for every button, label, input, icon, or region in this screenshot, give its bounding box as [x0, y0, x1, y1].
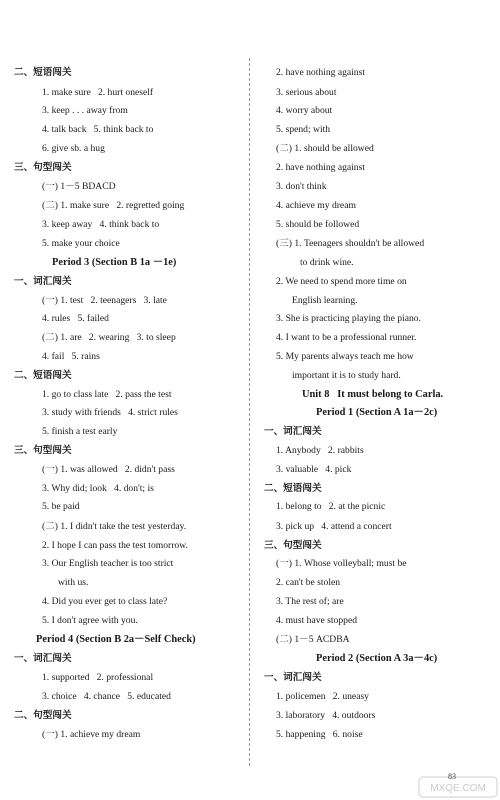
left-line-14: 4. rules 5. failed: [42, 313, 109, 324]
left-line-31: Period 4 (Section B 2a－Self Check): [36, 634, 196, 645]
left-line-1: 二、短语闯关: [14, 67, 72, 78]
left-line-6: 三、句型闯关: [14, 162, 72, 173]
left-line-36: (一) 1. achieve my dream: [42, 729, 141, 740]
right-line-23: 二、短语闯关: [264, 483, 322, 494]
left-line-23: 3. Why did; look 4. don't; is: [42, 483, 154, 494]
right-line-36: 5. happening 6. noise: [276, 729, 363, 740]
right-line-4: 5. spend; with: [276, 124, 331, 135]
right-line-33: 一、词汇闯关: [264, 672, 322, 683]
right-line-16: 5. My parents always teach me how: [276, 351, 414, 362]
right-line-7: 3. don't think: [276, 181, 327, 192]
right-line-30: 4. must have stopped: [276, 615, 358, 626]
left-line-29: 4. Did you ever get to class late?: [42, 596, 168, 607]
right-line-28: 2. can't be stolen: [276, 577, 341, 588]
right-line-19: Period 1 (Section A 1a－2c): [316, 407, 438, 418]
right-line-27: (一) 1. Whose volleyball; must be: [276, 558, 407, 569]
left-line-5: 6. give sb. a hug: [42, 143, 105, 154]
right-line-6: 2. have nothing against: [276, 162, 365, 173]
left-line-13: (一) 1. test 2. teenagers 3. late: [42, 295, 167, 306]
left-line-34: 3. choice 4. chance 5. educated: [42, 691, 171, 702]
left-line-20: 5. finish a test early: [42, 426, 118, 437]
watermark-logo: [418, 776, 498, 798]
right-line-24: 1. belong to 2. at the picnic: [276, 501, 386, 512]
right-line-32: Period 2 (Section A 3a－4c): [316, 653, 438, 664]
right-line-15: 4. I want to be a professional runner.: [276, 332, 417, 343]
right-line-2: 3. serious about: [276, 87, 337, 98]
right-line-14: 3. She is practicing playing the piano.: [276, 313, 421, 324]
left-line-32: 一、词汇闯关: [14, 653, 72, 664]
left-line-12: 一、词汇闯关: [14, 276, 72, 287]
left-line-19: 3. study with friends 4. strict rules: [42, 407, 178, 418]
left-line-11: Period 3 (Section B 1a －1e): [52, 257, 177, 268]
column-divider: [249, 58, 250, 766]
right-line-12: 2. We need to spend more time on: [276, 276, 407, 287]
right-line-29: 3. The rest of; are: [276, 596, 344, 607]
left-line-30: 5. I don't agree with you.: [42, 615, 138, 626]
left-line-15: (二) 1. are 2. wearing 3. to sleep: [42, 332, 176, 343]
right-line-10: (三) 1. Teenagers shouldn't be allowed: [276, 238, 425, 249]
right-line-8: 4. achieve my dream: [276, 200, 356, 211]
left-line-35: 二、句型闯关: [14, 710, 72, 721]
right-line-13: English learning.: [292, 295, 358, 306]
left-line-22: (一) 1. was allowed 2. didn't pass: [42, 464, 175, 475]
left-line-10: 5. make your choice: [42, 238, 120, 249]
right-line-17: important it is to study hard.: [292, 370, 401, 381]
left-line-24: 5. be paid: [42, 501, 80, 512]
right-line-35: 3. laboratory 4. outdoors: [276, 710, 376, 721]
right-line-22: 3. valuable 4. pick: [276, 464, 352, 475]
right-line-26: 三、句型闯关: [264, 540, 322, 551]
left-line-4: 4. talk back 5. think back to: [42, 124, 154, 135]
left-line-18: 1. go to class late 2. pass the test: [42, 389, 172, 400]
right-line-21: 1. Anybody 2. rabbits: [276, 445, 364, 456]
right-line-1: 2. have nothing against: [276, 67, 365, 78]
left-line-16: 4. fail 5. rains: [42, 351, 100, 362]
page-number: 83: [448, 772, 456, 781]
left-line-7: (一) 1－5 BDACD: [42, 181, 116, 192]
right-line-18: Unit 8 It must belong to Carla.: [302, 389, 444, 400]
left-line-26: 2. I hope I can pass the test tomorrow.: [42, 540, 188, 551]
left-line-8: (二) 1. make sure 2. regretted going: [42, 200, 185, 211]
left-line-3: 3. keep . . . away from: [42, 105, 128, 116]
left-line-25: (二) 1. I didn't take the test yesterday.: [42, 521, 187, 532]
right-line-34: 1. policemen 2. uneasy: [276, 691, 369, 702]
left-line-2: 1. make sure 2. hurt oneself: [42, 87, 154, 98]
left-line-17: 二、短语闯关: [14, 370, 72, 381]
right-line-3: 4. worry about: [276, 105, 333, 116]
right-line-5: (二) 1. should be allowed: [276, 143, 374, 154]
right-line-20: 一、词汇闯关: [264, 426, 322, 437]
left-line-9: 3. keep away 4. think back to: [42, 219, 160, 230]
left-line-33: 1. supported 2. professional: [42, 672, 154, 683]
left-line-21: 三、句型闯关: [14, 445, 72, 456]
left-line-27: 3. Our English teacher is too strict: [42, 558, 174, 569]
right-line-31: (二) 1－5 ACDBA: [276, 634, 350, 645]
right-line-11: to drink wine.: [300, 257, 354, 268]
watermark-text: MXQE.COM: [430, 783, 486, 794]
right-line-9: 5. should be followed: [276, 219, 360, 230]
right-line-25: 3. pick up 4. attend a concert: [276, 521, 392, 532]
left-line-28: with us.: [58, 577, 89, 588]
